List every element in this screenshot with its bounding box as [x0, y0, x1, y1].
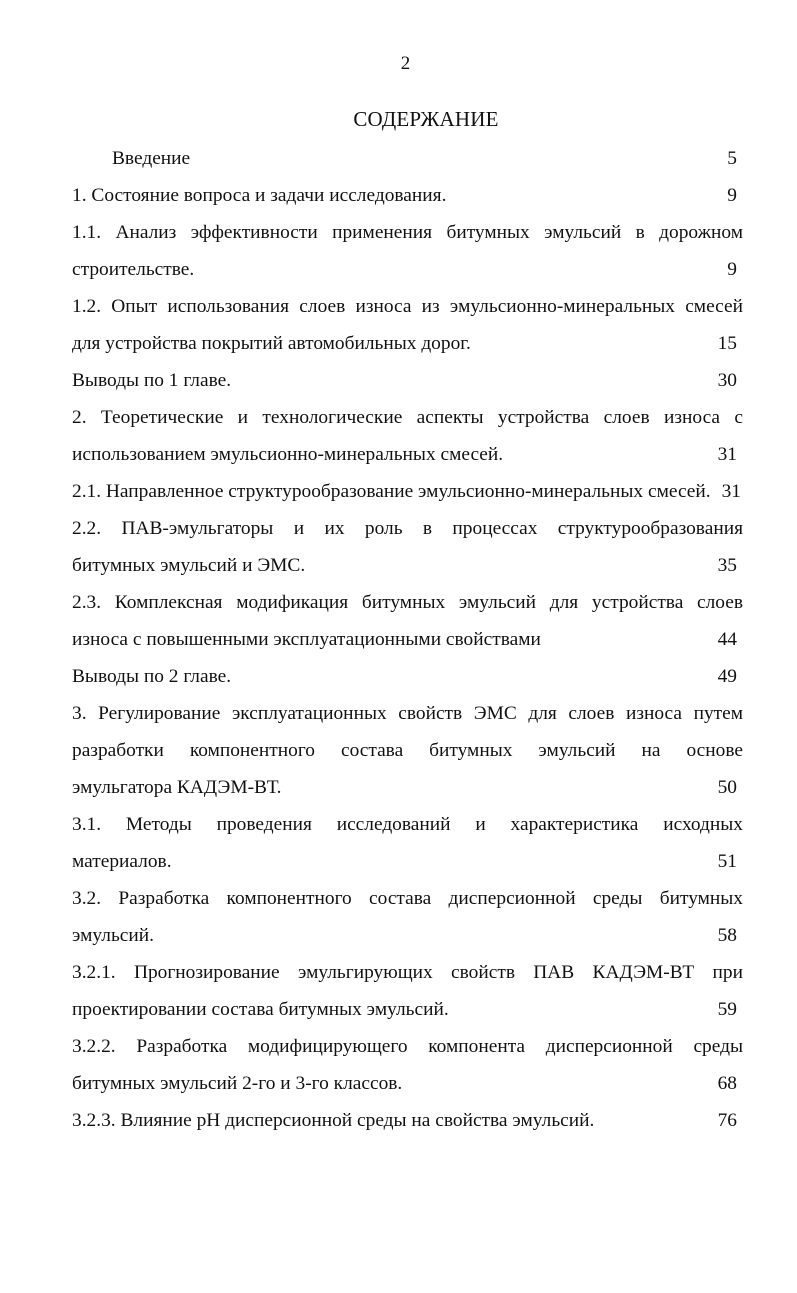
toc-entry-page-number: 31: [721, 481, 741, 502]
page-number: 2: [400, 53, 411, 74]
toc-entry: [72, 1102, 743, 1139]
page-title: СОДЕРЖАНИЕ: [353, 107, 499, 131]
toc-entry-last-line: [72, 436, 743, 473]
toc-entry-text: 1. Состояние вопроса и задачи исследования.: [72, 185, 447, 206]
table-of-contents: [72, 140, 743, 1139]
toc-entry-page-number: 9: [727, 259, 737, 280]
toc-entry-text: материалов.: [72, 851, 172, 872]
toc-entry: [72, 510, 743, 584]
toc-entry: [72, 1028, 743, 1102]
toc-entry-page-number: 76: [717, 1110, 737, 1131]
toc-entry-page-number: 50: [717, 777, 737, 798]
toc-entry-line: 2. Теоретические и технологические аспекты устройства слоев износа с: [72, 407, 743, 428]
toc-entry-text: 3.2.3. Влияние pH дисперсионной среды на свойства эмульсий.: [72, 1110, 595, 1131]
toc-entry-last-line: [72, 547, 743, 584]
toc-entry-line: разработки компонентного состава битумных эмульсий на основе: [72, 740, 743, 761]
toc-entry-text: Выводы по 1 главе.: [72, 370, 232, 391]
toc-entry: [72, 584, 743, 658]
toc-entry-last-line: [72, 658, 743, 695]
toc-entry-page-number: 30: [717, 370, 737, 391]
toc-entry-text: битумных эмульсий 2-го и 3-го классов.: [72, 1073, 403, 1094]
toc-entry-text: эмульгатора КАДЭМ-ВТ.: [72, 777, 282, 798]
toc-entry-text: Введение: [112, 148, 191, 169]
toc-entry-line: 3. Регулирование эксплуатационных свойств ЭМС для слоев износа путем: [72, 703, 743, 724]
toc-entry-page-number: 5: [727, 148, 737, 169]
toc-entry-text: износа с повышенными эксплуатационными свойствами: [72, 629, 541, 650]
toc-entry-last-line: [72, 917, 743, 954]
toc-entry-last-line: [72, 843, 743, 880]
toc-entry: [72, 140, 743, 177]
toc-entry-line: 3.1. Методы проведения исследований и характеристика исходных: [72, 814, 743, 835]
toc-entry: [72, 214, 743, 288]
toc-entry-last-line: [72, 1102, 743, 1139]
toc-entry-last-line: [72, 1065, 743, 1102]
toc-entry-line: 2.3. Комплексная модификация битумных эмульсий для устройства слоев: [72, 592, 743, 613]
toc-entry: [72, 473, 743, 510]
toc-entry-text: строительстве.: [72, 259, 195, 280]
toc-entry-page-number: 51: [717, 851, 737, 872]
toc-entry-text: битумных эмульсий и ЭМС.: [72, 555, 306, 576]
toc-entry: [72, 695, 743, 806]
toc-entry-text: использованием эмульсионно-минеральных смесей.: [72, 444, 504, 465]
toc-entry-page-number: 49: [717, 666, 737, 687]
toc-entry-text: эмульсий.: [72, 925, 154, 946]
toc-entry-page-number: 59: [717, 999, 737, 1020]
toc-entry-last-line: [72, 325, 743, 362]
toc-entry-line: 1.2. Опыт использования слоев износа из эмульсионно-минеральных смесей: [72, 296, 743, 317]
toc-entry-page-number: 44: [717, 629, 737, 650]
toc-entry-last-line: [72, 140, 743, 177]
toc-entry-line: 3.2.2. Разработка модифицирующего компонента дисперсионной среды: [72, 1036, 743, 1057]
toc-entry: [72, 880, 743, 954]
toc-entry-page-number: 68: [717, 1073, 737, 1094]
toc-entry-page-number: 15: [717, 333, 737, 354]
toc-entry-text: Выводы по 2 главе.: [72, 666, 232, 687]
toc-entry: [72, 954, 743, 1028]
toc-entry-last-line: [72, 251, 743, 288]
toc-entry-line: 1.1. Анализ эффективности применения битумных эмульсий в дорожном: [72, 222, 743, 243]
toc-entry: [72, 658, 743, 695]
toc-entry-last-line: [72, 362, 743, 399]
toc-entry-last-line: [72, 769, 743, 806]
toc-entry: [72, 399, 743, 473]
toc-entry-last-line: [72, 991, 743, 1028]
toc-entry: [72, 177, 743, 214]
toc-entry-line: 2.2. ПАВ-эмульгаторы и их роль в процессах структурообразования: [72, 518, 743, 539]
toc-entry-page-number: 31: [717, 444, 737, 465]
toc-entry-last-line: [72, 621, 743, 658]
toc-entry: [72, 806, 743, 880]
toc-entry-line: 3.2.1. Прогнозирование эмульгирующих свойств ПАВ КАДЭМ-ВТ при: [72, 962, 743, 983]
toc-entry-page-number: 9: [727, 185, 737, 206]
toc-entry-text: для устройства покрытий автомобильных дорог.: [72, 333, 471, 354]
toc-entry-last-line: [72, 177, 743, 214]
toc-entry-page-number: 35: [717, 555, 737, 576]
toc-entry-page-number: 58: [717, 925, 737, 946]
toc-entry-last-line: [72, 473, 743, 510]
toc-entry: [72, 288, 743, 362]
toc-entry-text: 2.1. Направленное структурообразование эмульсионно-минеральных смесей.: [72, 481, 711, 502]
toc-entry-line: 3.2. Разработка компонентного состава дисперсионной среды битумных: [72, 888, 743, 909]
toc-entry: [72, 362, 743, 399]
toc-entry-text: проектировании состава битумных эмульсий.: [72, 999, 449, 1020]
